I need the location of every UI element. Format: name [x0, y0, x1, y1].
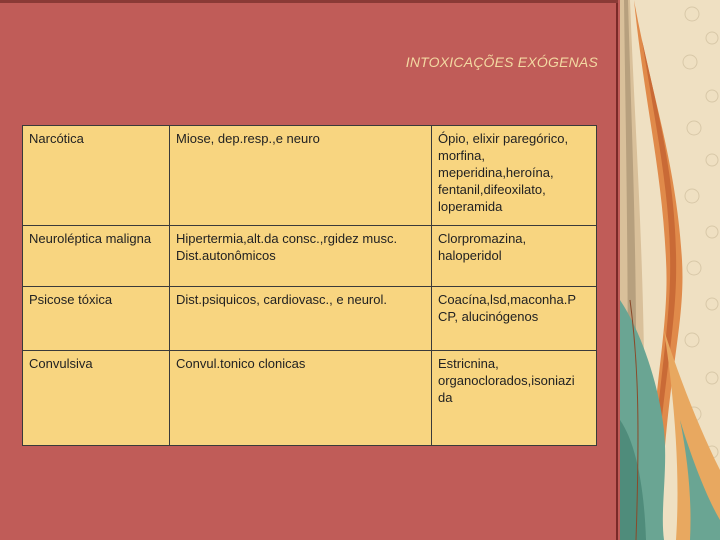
top-rule — [0, 0, 618, 3]
table-row — [23, 126, 597, 226]
intoxication-table — [22, 125, 597, 446]
syndrome-cell: Psicose tóxica — [23, 287, 170, 351]
agents-cell: Clorpromazina, haloperidol — [432, 226, 597, 287]
agents-cell: Estricnina, organoclorados,isoniazi da — [432, 351, 597, 446]
signs-cell: Miose, dep.resp.,e neuro — [170, 126, 432, 226]
table-row — [23, 351, 597, 446]
signs-cell: Dist.psiquicos, cardiovasc., e neurol. — [170, 287, 432, 351]
decorative-side-panel — [620, 0, 720, 540]
decorative-swirl-graphic — [620, 0, 720, 540]
syndrome-cell: Convulsiva — [23, 351, 170, 446]
agents-cell: Ópio, elixir paregórico, morfina, meperidina,heroína, fentanil,difeoxilato, loperamida — [432, 126, 597, 226]
syndrome-cell: Narcótica — [23, 126, 170, 226]
agents-cell: Coacína,lsd,maconha.P CP, alucinógenos — [432, 287, 597, 351]
syndrome-cell: Neuroléptica maligna — [23, 226, 170, 287]
table-row — [23, 287, 597, 351]
table-row — [23, 226, 597, 287]
signs-cell: Hipertermia,alt.da consc.,rgidez musc. Dist.autonômicos — [170, 226, 432, 287]
signs-cell: Convul.tonico clonicas — [170, 351, 432, 446]
slide-title: INTOXICAÇÕES EXÓGENAS — [405, 54, 598, 70]
